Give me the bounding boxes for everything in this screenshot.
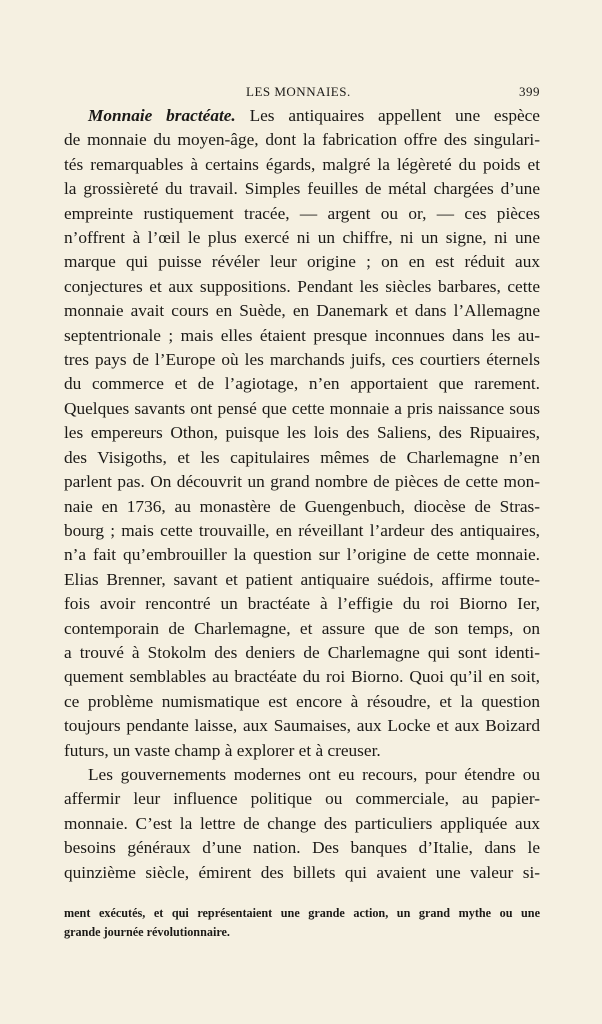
text-line: bourg ; mais cette trouvaille, en réveillant l’ardeur des antiquaires, [64,520,540,540]
text-line: conjectures et aux suppositions. Pendant les siècles barbares, cette [64,276,540,296]
text-line: futurs, un vaste champ à explorer et à creuser. [64,740,381,760]
text-line: monnaie. C’est la lettre de change des particuliers appliquée aux [64,813,540,833]
text-line: tres pays de l’Europe où les marchands juifs, ces courtiers éternels [64,350,540,370]
text-line: Quelques savants ont pensé que cette monnaie a pris naissance sous [64,398,540,418]
footnote [64,904,540,942]
text-line: des Visigoths, et les capitulaires mêmes de Charlemagne n’en [64,447,540,467]
text-line: du commerce et de l’agiotage, n’en apportaient que rarement. [64,374,540,394]
text-line: n’offrent à l’œil le plus exercé ni un chiffre, ni un signe, ni une [64,228,540,248]
text-line: marque qui puisse révéler leur origine ; on en est réduit aux [64,252,540,272]
text-line: quement semblables au bractéate du roi Biorno. Quoi qu’il en soit, [64,667,540,687]
text-line: les empereurs Othon, puisque les lois des Saliens, des Ripuaires, [64,423,540,443]
page-number: 399 [519,84,540,99]
text-line: tés remarquables à certains égards, malgré la légèreté du poids et [64,154,540,174]
text-line: monnaie avait cours en Suède, en Danemark et dans l’Allemagne [64,301,540,321]
text-line: quinzième siècle, émirent des billets qui avaient une valeur si- [64,862,540,882]
text-line: affermir leur influence politique ou commerciale, au papier- [64,789,540,809]
text-line: Elias Brenner, savant et patient antiquaire suédois, affirme toute- [64,569,540,589]
section-lead: Monnaie bractéate. [88,106,236,125]
paragraph-bracteate [64,104,540,763]
footnote-line: ment exécutés, et qui représentaient une grande action, un grand mythe ou une [64,906,540,920]
text-line: la grossièreté du travail. Simples feuilles de métal chargées d’une [64,179,540,199]
running-head [64,84,540,104]
text-line: Les gouvernements modernes ont eu recours, pour étendre ou [88,764,540,784]
text-line: ce problème numismatique est encore à résoudre, et la question [64,691,540,711]
text-line: besoins généraux d’une nation. Des banques d’Italie, dans le [64,838,540,858]
text-line: Monnaie bractéate. Les antiquaires appellent une espèce [88,106,540,125]
text-line: naie en 1736, au monastère de Guengenbuch, diocèse de Stras- [64,496,540,516]
text-line: parlent pas. On découvrit un grand nombre de pièces de cette mon- [64,472,540,492]
text-line: empreinte rustiquement tracée, — argent ou or, — ces pièces [64,203,540,223]
running-title: LES MONNAIES. [246,84,351,99]
text-line: n’a fait qu’embrouiller la question sur l’origine de cette monnaie. [64,545,540,565]
text-line: de monnaie du moyen-âge, dont la fabrication offre des singulari- [64,130,540,150]
text-line: toujours pendante laisse, aux Saumaises, aux Locke et aux Boizard [64,716,540,736]
footnote-line: grande journée révolutionnaire. [64,925,230,939]
text-line: contemporain de Charlemagne, et assure que de son temps, on [64,618,540,638]
text-line: a trouvé à Stokolm des deniers de Charlemagne qui sont identi- [64,642,540,662]
text-line: septentrionale ; mais elles étaient presque inconnues dans les au- [64,325,540,345]
text-line: fois avoir rencontré un bractéate à l’effigie du roi Biorno Ier, [64,594,540,614]
paragraph-papier-monnaie [64,763,540,885]
body-text [64,104,540,885]
